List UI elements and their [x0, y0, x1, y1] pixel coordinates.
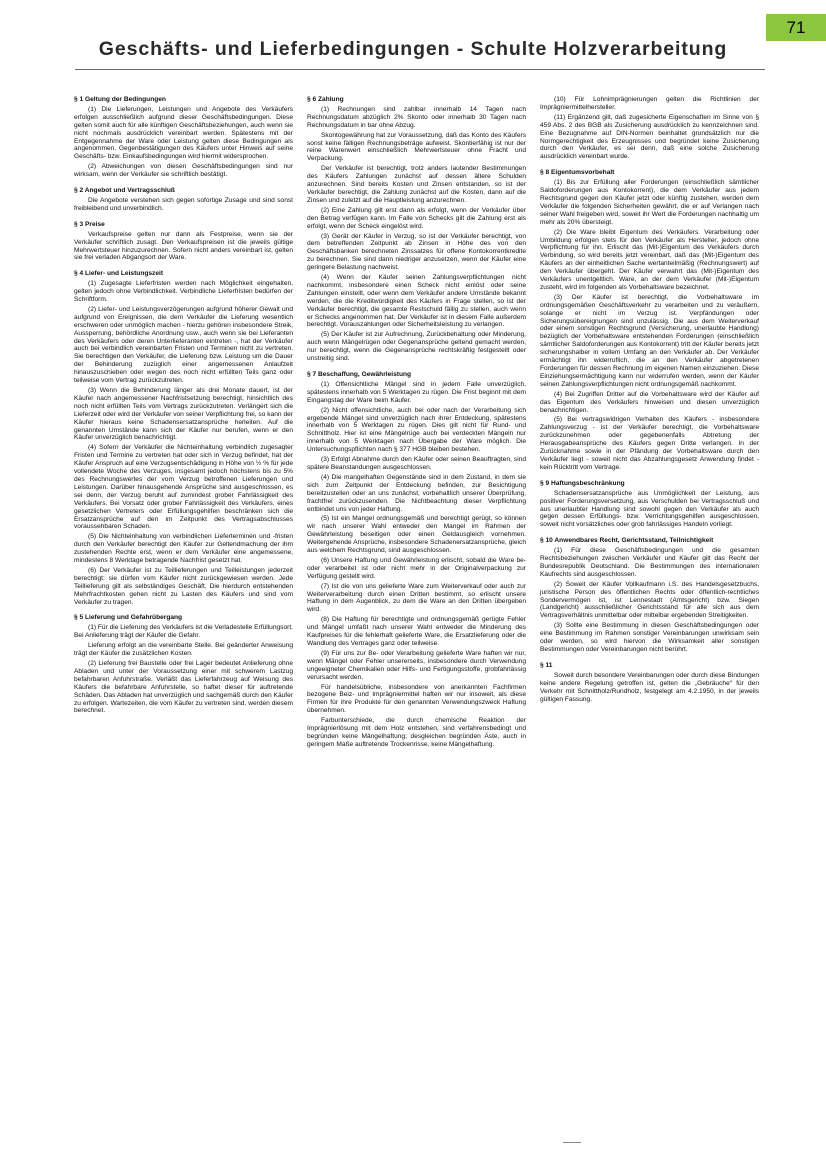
section-heading: § 10 Anwendbares Recht, Gerichtsstand, Teilnichtigkeit: [540, 537, 714, 545]
section-paragraph: Schadensersatzansprüche aus Unmöglichkeit der Leistung, aus positiver Forderungsversetzung, aus Verschulden bei Vertragsschluß und aus unerlaubter Handlung sind sowohl gegen den Verkäufer als auch gegen dessen Erfüllungs- bzw. Verrichtungsgehilfen ausgeschlossen, soweit nicht vorsätzliches oder grob fahrlässiges Handeln vorliegt.: [540, 489, 759, 529]
section-paragraph: (2) Soweit der Käufer Vollkaufmann i.S. des Handelsgesetzbuchs, juristische Person des öffentlichen Rechts oder öffentlich-rechtliches Sondervermögen ist, ist Lennestadt (Amtsgericht) bzw. Siegen (Landgericht) ausschließlicher Gerichtsstand für alle sich aus dem Vertragsverhältnis unmittelbar oder mittelbar ergebenden Streitigkeiten.: [540, 580, 759, 620]
section-paragraph: (1) Rechnungen sind zahlbar innerhalb 14 Tagen nach Rechnungsdatum abzüglich 2% Skonto oder innerhalb 30 Tagen nach Rechnungsdatum in bar ohne Abzug.: [307, 105, 526, 129]
section-paragraph: (3) Sollte eine Bestimmung in diesen Geschäftsbedingungen oder eine Bestimmung im Rahmen sonstiger Vereinbarungen unwirksam sein oder werden, so wird hiervon die Wirksamkeit aller sonstigen Bestimmungen oder Vereinbarungen nicht berührt.: [540, 622, 759, 653]
terms-section: [74, 614, 293, 715]
section-paragraph: Soweit durch besondere Vereinbarungen oder durch diese Bindungen keine andere Regelung getroffen ist, gelten die „Gebräuche“ für den Verkehr mit Schnittholz/Rundholz, festgelegt am 4.2.1950, in der jeweils gültigen Fassung.: [540, 671, 759, 703]
section-paragraph: (4) Die mangelhaften Gegenstände sind in dem Zustand, in dem sie sich zum Zeitpunkt der Entdeckung befinden, zur Besichtigung bereitzustellen oder an uns zunächst, vorbehaltlich unserer Überprüfung, frachtfrei zurückzusenden. Die Nichtbeachtung dieser Verpflichtung entbindet uns von jeder Haftung.: [307, 473, 526, 513]
section-paragraph: (2) Lieferung frei Baustelle oder frei Lager bedeutet Anlieferung ohne Abladen und unter der Voraussetzung einer mit schwerem Lastzug befahrbaren Anfuhrstraße. Verläßt das Lieferfahrzeug auf Weisung des Käufers die befahrbare Anfuhrstelle, so haftet dieser für auftretende Schäden. Das Abladen hat unverzüglich und sachgemäß durch den Käufer zu erfolgen. Wartezeiten, die vom Käufer zu vertreten sind, werden diesem berechnet.: [74, 660, 293, 715]
column-left: [74, 96, 293, 1146]
section-heading: § 5 Lieferung und Gefahrübergang: [74, 614, 183, 622]
terms-section: [74, 221, 293, 263]
section-paragraph: (5) Bei vertragswidrigen Verhalten des Käufers - insbesondere Zahlungsverzug - ist der Verkäufer berechtigt, die Vorbehaltsware zurückzunehmen oder gegebenenfalls Abtretung der Herausgabeansprüche des Käufers gegen Dritte verlangen. In der Zurücknahme sowie in der Pfändung der Vorbehaltsware durch den Verkäufer liegt - soweit nicht das Abzahlungsgesetz Anwendung findet - kein Rücktritt vom Vertrage.: [540, 416, 759, 471]
section-heading: § 11: [540, 661, 553, 669]
terms-section: [74, 187, 293, 213]
section-heading: § 8 Eigentumsvorbehalt: [540, 169, 615, 177]
section-paragraph: (1) Bis zur Erfüllung aller Forderungen (einschließlich sämtlicher Saldoforderungen aus Kontokorrent), die dem Verkäufer aus jedem Rechtsgrund gegen den Käufer jetzt oder künftig zustehen, werden dem Verkäufer die folgenden Sicherheiten gewährt, die er auf Verlangen nach seiner Wahl freigeben wird, soweit ihr Wert die Forderungen nachhaltig um mehr als 20% übersteigt.: [540, 179, 759, 226]
page-number-badge: 71: [766, 14, 826, 41]
terms-section: [74, 96, 293, 179]
section-paragraph: (3) Wenn die Behinderung länger als drei Monate dauert, ist der Käufer nach angemessener Nachfristsetzung berechtigt, hinsichtlich des noch nicht erfüllten Teils vom Vertrags zurückzutreten. Verlängert sich die Lieferzeit oder wird der Verkäufer von seiner Verpflichtung frei, so kann der Käufer hieraus keine Schadensersatzansprüche herleiten. Auf die genannten Umstände kann sich der Käufer nur berufen, wenn er den Käufer unverzüglich benachrichtigt.: [74, 387, 293, 442]
terms-section: [74, 270, 293, 606]
section-paragraph: (4) Bei Zugriffen Dritter auf die Vorbehaltsware wird der Käufer auf das Eigentum des Verkäufers hinweisen und diesen unverzüglich benachrichtigen.: [540, 390, 759, 414]
page-title: Geschäfts- und Lieferbedingungen - Schulte Holzverarbeitung: [98, 38, 728, 60]
section-heading: § 3 Preise: [74, 220, 105, 228]
terms-section: [307, 96, 526, 363]
section-paragraph: (2) Die Ware bleibt Eigentum des Verkäufers. Verarbeitung oder Umbildung erfolgen stets für den Verkäufer als Hersteller, jedoch ohne Verpflichtung für ihn. Erlischt das (Mit-)Eigentum des Verkäufers durch Verbindung, so wird bereits jetzt vereinbart, daß das (Mit-)Eigentum des Käufers an der einheitlichen Sache wertanteilmäßig (Rechnungswert) auf den Verkäufer übergeht. Der Käufer verwahrt das (Mit-)Eigentum des Verkäufers unentgeltlich. Ware, an der dem Verkäufer (Mit-)Eigentum zusteht, wird im folgenden als Vorbehaltsware bezeichnet.: [540, 228, 759, 291]
section-heading: § 1 Geltung der Bedingungen: [74, 96, 166, 103]
section-paragraph: Der Verkäufer ist berechtigt, trotz anders lautender Bestimmungen des Käufers Zahlungen zunächst auf dessen ältere Schulden anzurechnen. Sind bereits Kosten und Zinsen entstanden, so ist der Verkäufer berechtigt, die Zahlung zunächst auf die Kosten, dann auf die Zinsen und zuletzt auf die Hauptleistung anzurechnen.: [307, 165, 526, 204]
section-heading: § 6 Zahlung: [307, 96, 344, 103]
terms-section: [540, 169, 759, 472]
section-paragraph: (6) Der Verkäufer ist zu Teillieferungen und Teilleistungen jederzeit berechtigt; sie dürfen vom Käufer nicht zurückgewiesen werden. Jede Teillieferung gilt als selbständiges Geschäft. Die hierdurch entstehenden Mehrfrachtkosten gehen nicht zu Lasten des Käufers und sind vom Verkäufer zu tragen.: [74, 566, 293, 606]
section-paragraph: Verkaufspreise gelten nur dann als Festpreise, wenn sie der Verkäufer schriftlich zusagt. Den Verkaufspreisen ist die jeweils gültige Mehrwertsteuer hinzuzurechnen. Sofern nicht anders vereinbart ist, gelten sie frei verladen Abgangsort der Ware.: [74, 230, 293, 262]
section-paragraph: (10) Für Lohnimprägnierungen gelten die Richtlinien der Imprägniermittelhersteller.: [540, 96, 759, 111]
section-paragraph: (9) Für uns zur Be- oder Verarbeitung gelieferte Ware haften wir nur, wenn Mängel oder Fehler unsererseits, insbesondere durch Verwendung ungeeigneter Chemikalien oder Hilfs- und Fertigungsstoffe, grobfahrlässig verursacht werden.: [307, 649, 526, 681]
terms-columns: [74, 96, 760, 1146]
section-heading: § 7 Beschaffung, Gewährleistung: [307, 371, 412, 378]
section-paragraph: (5) Ist ein Mangel ordnungsgemäß und berechtigt gerügt, so können wir nach unserer Wahl entweder den Mangel im Rahmen der Gewährleistung beseitigen oder einen Geldausgleich vornehmen. Weitergehende Ansprüche, insbesondere Schadenersatzansprüche, gleich aus welchem Rechtsgrund, sind ausgeschlossen.: [307, 515, 526, 555]
terms-section: [540, 96, 759, 161]
section-paragraph: Lieferung erfolgt an die vereinbarte Stelle. Bei geänderter Anweisung trägt der Käufer die zusätzlichen Kosten.: [74, 642, 293, 658]
section-paragraph: (6) Unsere Haftung und Gewährleistung erlischt, sobald die Ware be- oder verarbeitet ist oder nicht mehr in der Originalverpackung zur Verfügung gestellt wird.: [307, 556, 526, 580]
section-heading: § 9 Haftungsbeschränkung: [540, 479, 625, 487]
terms-section: [540, 662, 759, 704]
section-paragraph: (3) Gerät der Käufer in Verzug, so ist der Verkäufer berechtigt, von dem betreffenden Zeitpunkt ab Zinsen in Höhe des von den Geschäftsbanken berechneten Zinssatzes für offene Kontokorrentkredite zu berechnen. Sie sind dann niedriger anzusetzen, wenn der Käufer eine geringere Belastung nachweist.: [307, 232, 526, 272]
section-paragraph: (3) Der Käufer ist berechtigt, die Vorbehaltsware im ordnungsgemäßen Geschäftsverkehr zu verarbeiten und zu veräußern, solange er nicht im Verzug ist. Verpfändungen oder Sicherungsübereignungen sind unzulässig. Die aus dem Weiterverkauf oder einem sonstigen Rechtsgrund (Versicherung, unerlaubte Handlung) bezüglich der Vorbehaltsware entstehenden Forderungen (einschließlich sämtlicher Saldoforderungen aus Kontokorrent) tritt der Käufer bereits jetzt sicherungshalber in vollem Umfang an den Verkäufer ab. Der Verkäufer ermächtigt ihn widerruflich, die an den Verkäufer abgetretenen Forderungen für dessen Rechnung im eigenen Namen einzuziehen. Diese Einziehungsermächtigung kann nur widerrufen werden, wenn der Käufer seinen Zahlungsverpflichtungen nicht ordnungsgemäß nachkommt.: [540, 293, 759, 388]
section-paragraph: (7) Ist die von uns gelieferte Ware zum Weiterverkauf oder auch zur Weiterverarbeitung durch einen Dritten bestimmt, so erlischt unsere Haftung in dem Augenblick, zu dem die Ware an den Dritten übergeben wird.: [307, 582, 526, 614]
footer-mark: [563, 1142, 581, 1143]
section-paragraph: (5) Die Nichteinhaltung von verbindlichen Lieferterminen und -fristen durch den Verkäufer berechtigt den Käufer zur Geltendmachung der ihm zustehenden Rechte erst, wenn er dem Verkäufer eine angemessene, mindestens 8 Werktage betragende Nachfrist gesetzt hat.: [74, 533, 293, 565]
section-paragraph: (8) Die Haftung für berechtigte und ordnungsgemäß gerügte Fehler und Mängel umfaßt nach unserer Wahl entweder die Minderung des Kaufpreises für die fehlerhaft gelieferte Ware, die Ersatzlieferung oder die Wandlung des Vertrages ganz oder teilweise.: [307, 616, 526, 647]
terms-section: [540, 537, 759, 654]
column-middle: [307, 96, 526, 1146]
section-paragraph: (4) Sofern der Verkäufer die Nichteinhaltung verbindlich zugesagter Fristen und Termine zu vertreten hat oder sich in Verzug befindet, hat der Käufer Anspruch auf eine Verzugsentschädigung in Höhe von ½ % für jede vollendete Woche des Verzuges, insgesamt jedoch höchstens bis zu 5% des Rechnungswertes der vom Verzug betroffenen Lieferungen und Leistungen. Darüber hinausgehende Ansprüche sind ausgeschlossen, es sei denn, der Verzug beruht auf zumindest grober Fahrlässigkeit des Verkäufers. Bei Vorsatz oder grober Fahrlässigkeit des Verkäufers, eines gesetzlichen Vertreters oder Erfüllungsgehilfen beschränken sich die Ersatzansprüche auf den im Zeitpunkt des Vertragsabschlusses voraussehbaren Schaden.: [74, 444, 293, 531]
section-paragraph: (3) Erfolgt Abnahme durch den Käufer oder seinen Beauftragten, sind spätere Beanstandungen ausgeschlossen.: [307, 456, 526, 471]
section-paragraph: Skontogewährung hat zur Voraussetzung, daß das Konto des Käufers sonst keine fälligen Rechnungsbeträge aufweist. Skontierfähig ist nur der reine Warenwert einschließlich Mehrwertsteuer ohne Fracht und Verpackung.: [307, 131, 526, 163]
section-heading: § 4 Liefer- und Leistungszeit: [74, 270, 164, 278]
section-paragraph: Die Angebote verstehen sich gegen sofortige Zusage und sind sonst freibleibend und unverbindlich.: [74, 196, 293, 212]
section-paragraph: (1) Die Lieferungen, Leistungen und Angebote des Verkäufers erfolgen ausschließlich aufgrund dieser Geschäftsbedingungen. Diese gelten somit auch für alle künftigen Geschäftsbeziehungen, auch wenn sie nicht nochmals ausdrücklich vereinbart werden. Spätestens mit der Entgegennahme der Ware oder Leistung gelten diese Bedingungen als angenommen. Gegenbestätigungen des Käufers unter Hinweis auf seine Geschäfts- bzw. Einkaufsbedingungen wird hiermit widersprochen.: [74, 105, 293, 161]
section-paragraph: (1) Zugesagte Lieferfristen werden nach Möglichkeit eingehalten, gelten jedoch ohne Verbindlichkeit. Verbindliche Lieferfristen bedürfen der Schriftform.: [74, 280, 293, 304]
section-paragraph: Für handelsübliche, insbesondere von anerkannten Fachfirmen bezogene Beiz- und Imprägniermittel haften wir nur insoweit, als diese Firmen für ihre Produkte für den genannten Verwendungszweck Haftung übernehmen.: [307, 683, 526, 715]
section-paragraph: (5) Der Käufer ist zur Aufrechnung, Zurückbehaltung oder Minderung, auch wenn Mängelrügen oder Gegenansprüche geltend gemacht werden, nur berechtigt, wenn die Gegenansprüche rechtskräftig festgestellt oder unstreitig sind.: [307, 331, 526, 363]
section-paragraph: (2) Eine Zahlung gilt erst dann als erfolgt, wenn der Verkäufer über den Betrag verfügen kann. Im Falle von Schecks gilt die Zahlung erst als erfolgt, wenn der Scheck eingelöst wird.: [307, 206, 526, 230]
section-paragraph: (1) Für die Lieferung des Verkäufers ist die Verladestelle Erfüllungsort. Bei Anlieferung trägt der Käufer die Gefahr.: [74, 624, 293, 640]
section-paragraph: (2) Nicht offensichtliche, auch bei oder nach der Verarbeitung sich ergebende Mängel sind unverzüglich nach ihrer Entdeckung, spätestens innerhalb von 5 Werktagen zu rügen. Dies gilt nicht für Rund- und Schnittholz. Hier ist eine Mängelrüge auch bei verdeckten Mängeln nur innerhalb von 5 Werktagen nach Übergabe der Ware möglich. Die Untersuchungspflichten nach § 377 HGB bleiben bestehen.: [307, 406, 526, 454]
terms-section: [540, 480, 759, 529]
title-divider: [75, 69, 765, 70]
section-paragraph: (2) Abweichungen von diesen Geschäftsbedingungen sind nur wirksam, wenn der Verkäufer sie schriftlich bestätigt.: [74, 163, 293, 179]
column-right: [540, 96, 759, 1146]
section-paragraph: (2) Liefer- und Leistungsverzögerungen aufgrund höherer Gewalt und aufgrund von Ereignissen, die dem Verkäufer die Lieferung wesentlich erschweren oder unmöglich machen - hierzu gehören insbesondere Streik, Aussperrung, behördliche Anordnung usw., auch wenn sie bei Lieferanten des Verkäufers oder deren Unterlieferanten eintreten -, hat der Verkäufer auch bei verbindlich vereinbarten Fristen und Terminen nicht zu vertreten. Sie berechtigen den Verkäufer, die Lieferung bzw. Leistung um die Dauer der Behinderung zuzüglich einer angemessenen Anlaufzeit hinauszuschieben oder wegen des noch nicht erfüllten Teils ganz oder teilweise vom Vertrag zurückzutreten.: [74, 305, 293, 385]
section-paragraph: (4) Wenn der Käufer seinen Zahlungsverpflichtungen nicht nachkommt, insbesondere einen Scheck nicht einlöst oder seine Zahlungen einstellt, oder wenn dem Verkäufer andere Umstände bekannt werden, die die Kreditwürdigkeit des Käufers in Frage stellen, so ist der Verkäufer berechtigt, die gesamte Restschuld fällig zu stellen, auch wenn er Schecks angenommen hat. Der Verkäufer ist in diesem Falle außerdem berechtigt. Vorauszahlungen oder Sicherheitsleistung zu verlangen.: [307, 274, 526, 329]
section-heading: § 2 Angebot und Vertragsschluß: [74, 187, 175, 195]
section-paragraph: (1) Für diese Geschäftsbedingungen und die gesamten Rechtsbeziehungen zwischen Verkäufer und Käufer gilt das Recht der Bundesrepublik Deutschland. Die Bestimmungen des internationalen Kaufrechts sind ausgeschlossen.: [540, 547, 759, 578]
section-paragraph: (1) Offensichtliche Mängel sind in jedem Falle unverzüglich, spätestens innerhalb von 5 Werktagen zu rügen. Die Frist beginnt mit dem Eingangstag der Ware beim Käufer.: [307, 380, 526, 404]
section-paragraph: Farbunterschiede, die durch chemische Reaktion der Imprägnierlösung mit dem Holz entstehen, sind verfahrensbedingt und begründen keine Mängelhaftung; desgleichen begründen Äste, auch in geringem Maße auftretende Trockenrisse, keine Mängelhaftung.: [307, 717, 526, 748]
terms-section: [307, 371, 526, 749]
section-paragraph: (11) Ergänzend gilt, daß zugesicherte Eigenschaften im Sinne von § 459 Abs. 2 des BGB als Zusicherung ausdrücklich zu kennzeichnen sind. Eine Bezugnahme auf DIN-Normen beinhaltet grundsätzlich nur die Normgerechtigkeit des Erzeugnisses und begründet keine Zusicherung durch den Verkäufer, es sei denn, daß eine solche Zusicherung ausdrücklich vereinbart wurde.: [540, 113, 759, 161]
